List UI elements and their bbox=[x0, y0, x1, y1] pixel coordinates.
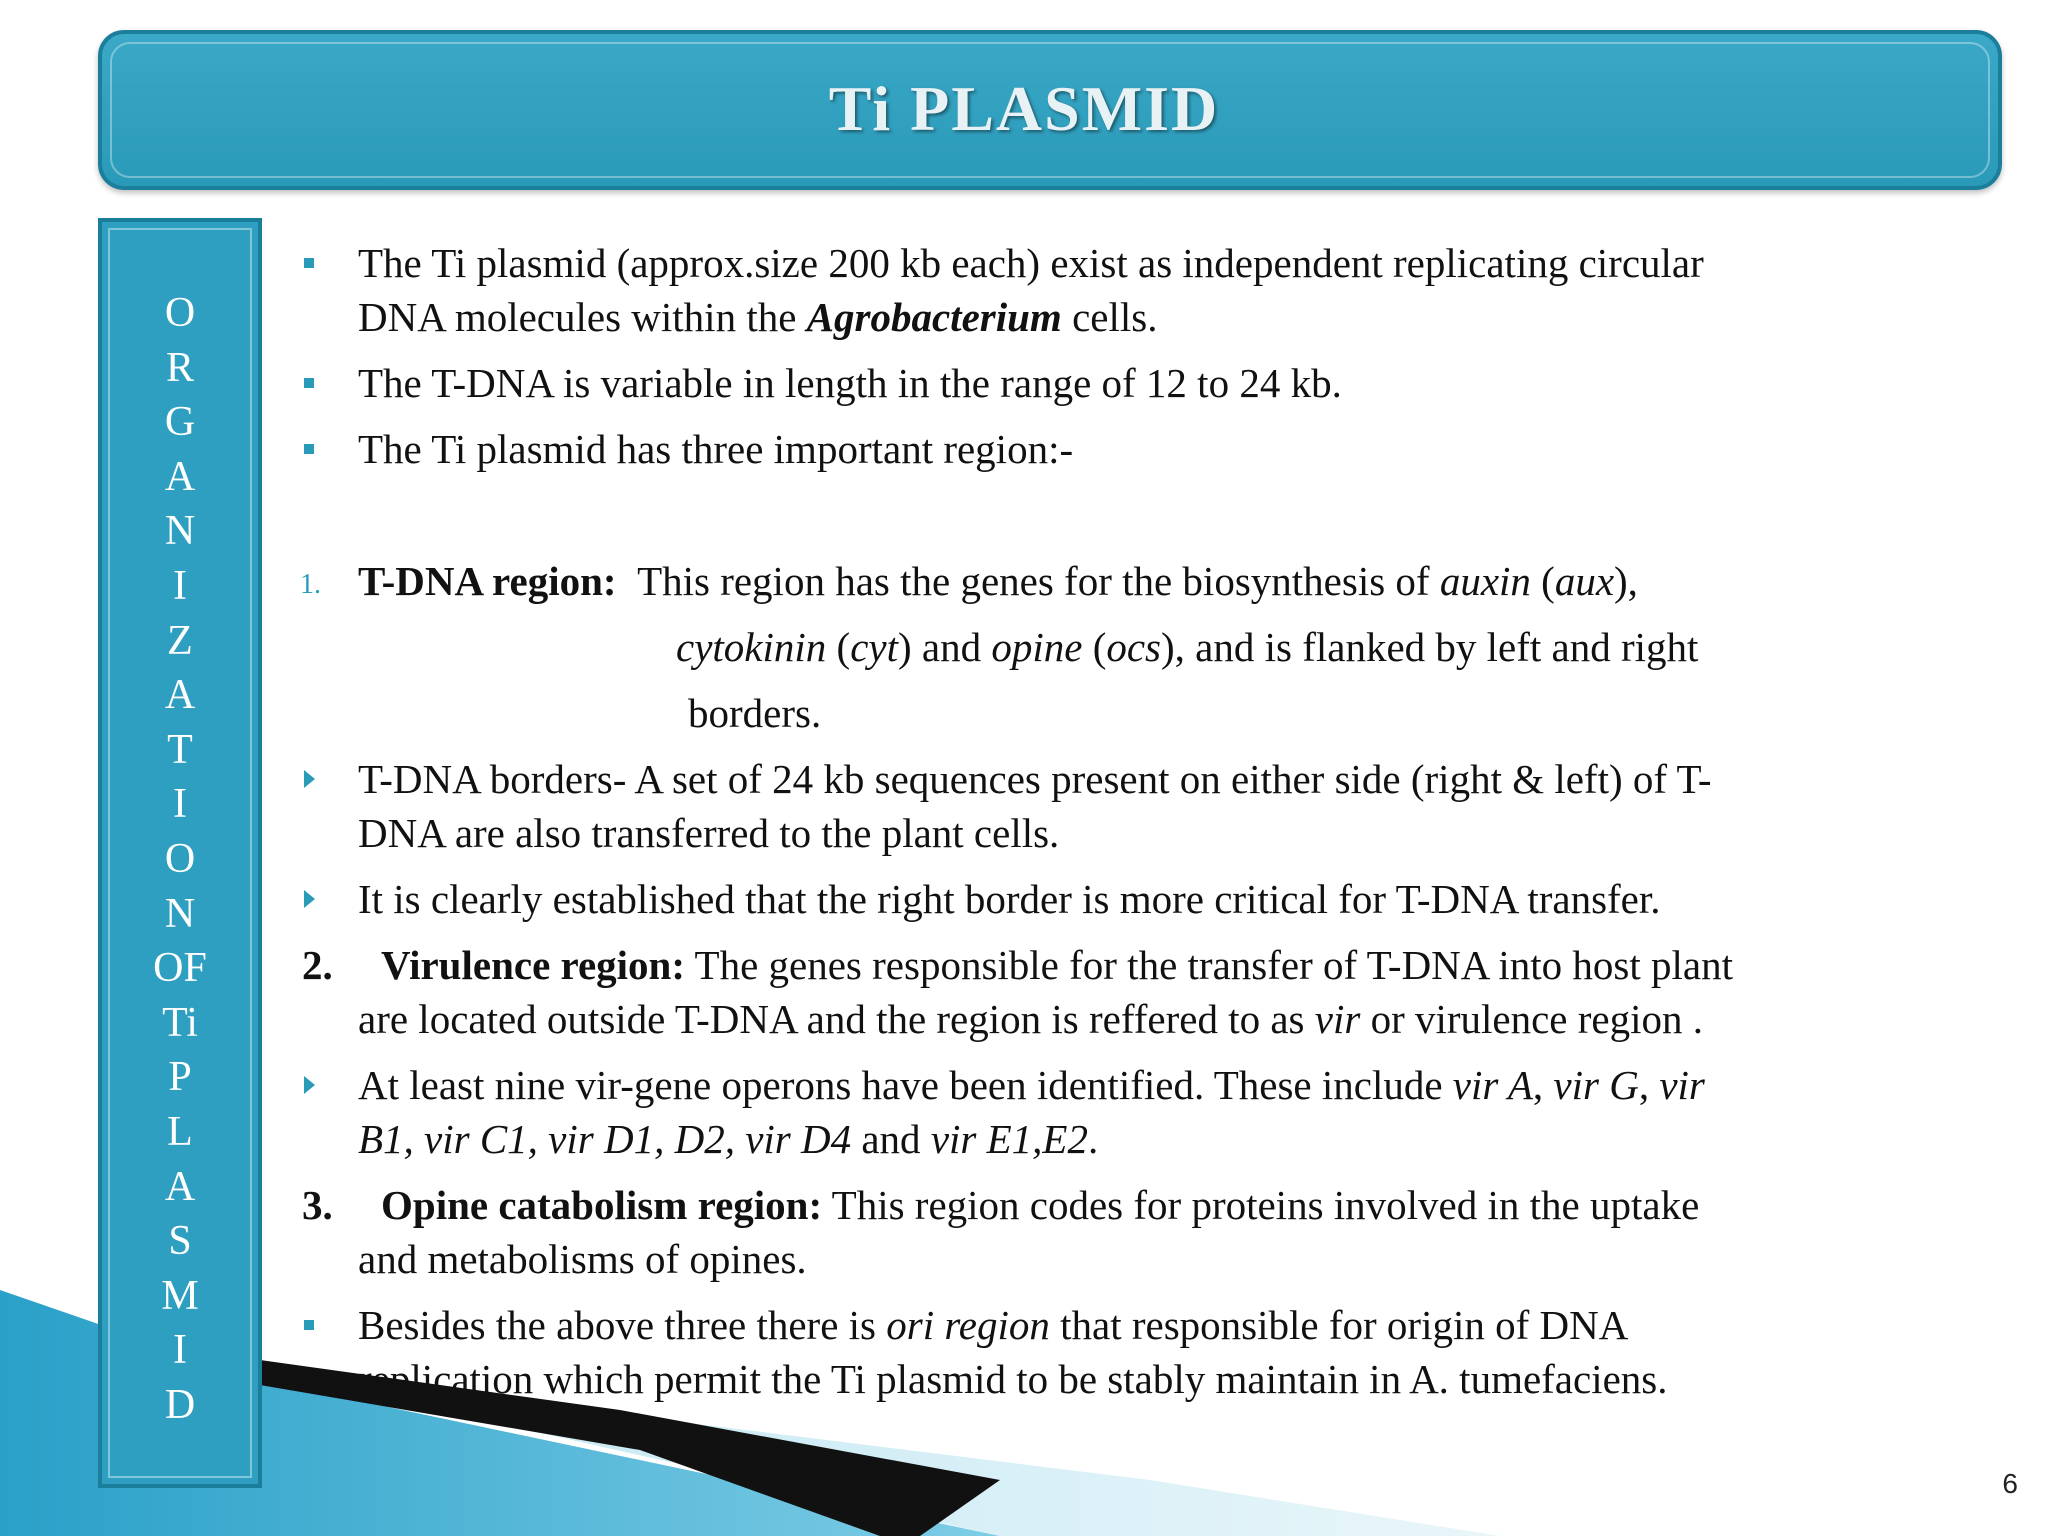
sidebar-letter: O bbox=[164, 290, 196, 336]
sidebar-vertical-label bbox=[98, 286, 262, 1432]
sidebar-letter: I bbox=[173, 781, 187, 828]
sub-bullet-text: It is clearly established that the right border is more critical for T-DNA transfer. bbox=[358, 876, 1661, 922]
slide-title: Ti PLASMID bbox=[828, 73, 1220, 144]
sidebar-letter: R bbox=[165, 344, 194, 391]
sidebar-letter: A bbox=[164, 453, 196, 500]
item-number: 1. bbox=[300, 569, 321, 600]
numbered-text-continued: and metabolisms of opines. bbox=[358, 1236, 807, 1282]
numbered-text: T-DNA region: This region has the genes for the biosynthesis of auxin (aux), bbox=[358, 558, 1638, 604]
sidebar-letter: M bbox=[161, 1272, 199, 1319]
sidebar-letter: Z bbox=[167, 617, 193, 664]
sub-bullet-text: At least nine vir-gene operons have been identified. These include vir A, vir G, vir B1, vir C1, vir D1, D2, vir D4 and vir E1,E2. bbox=[358, 1062, 1705, 1162]
bullet-text: Besides the above three there is ori region that responsible for origin of DNA replication which permit the Ti plasmid to be stably maintain in A. tumefaciens. bbox=[358, 1302, 1668, 1402]
bullet-text: The T-DNA is variable in length in the range of 12 to 24 kb. bbox=[358, 360, 1342, 406]
numbered-text-continued: cytokinin (cyt) and opine (ocs), and is flanked by left and right bbox=[676, 624, 1699, 670]
sub-bullet-text: T-DNA borders- A set of 24 kb sequences present on either side (right & left) of T- DNA are also transferred to the plant cells. bbox=[358, 756, 1712, 856]
sidebar-letter: P bbox=[168, 1054, 192, 1101]
sidebar-letter: Ti bbox=[162, 999, 198, 1046]
numbered-text: Opine catabolism region: This region codes for proteins involved in the uptake bbox=[381, 1182, 1700, 1228]
numbered-text-continued: borders. bbox=[688, 690, 822, 736]
sidebar-letter: N bbox=[164, 508, 196, 555]
sidebar-letter: L bbox=[167, 1108, 193, 1155]
bullet-text: The Ti plasmid has three important region:- bbox=[358, 426, 1074, 472]
sidebar-letter: S bbox=[168, 1218, 192, 1265]
sidebar-letter: A bbox=[164, 1163, 196, 1210]
sidebar-letter: OF bbox=[153, 945, 207, 992]
sidebar-letter: I bbox=[173, 1327, 187, 1374]
sidebar-letter: T bbox=[167, 726, 193, 773]
sidebar-letter: A bbox=[164, 672, 196, 719]
item-number: 3. bbox=[302, 1182, 333, 1228]
sidebar-letter: I bbox=[173, 562, 187, 609]
sidebar-letter: N bbox=[164, 890, 196, 937]
numbered-text: Virulence region: The genes responsible for the transfer of T-DNA into host plant bbox=[381, 942, 1733, 988]
page-number: 6 bbox=[2002, 1468, 2018, 1499]
numbered-text-continued: are located outside T-DNA and the region is reffered to as vir or virulence region . bbox=[358, 996, 1703, 1042]
sidebar-letter: D bbox=[164, 1381, 196, 1428]
sidebar-letter: G bbox=[164, 399, 196, 446]
bullet-text: The Ti plasmid (approx.size 200 kb each) exist as independent replicating circular DNA molecules within the Agrobacterium cells. bbox=[358, 240, 1704, 340]
item-number: 2. bbox=[302, 942, 333, 988]
sidebar-letter: O bbox=[164, 835, 196, 882]
